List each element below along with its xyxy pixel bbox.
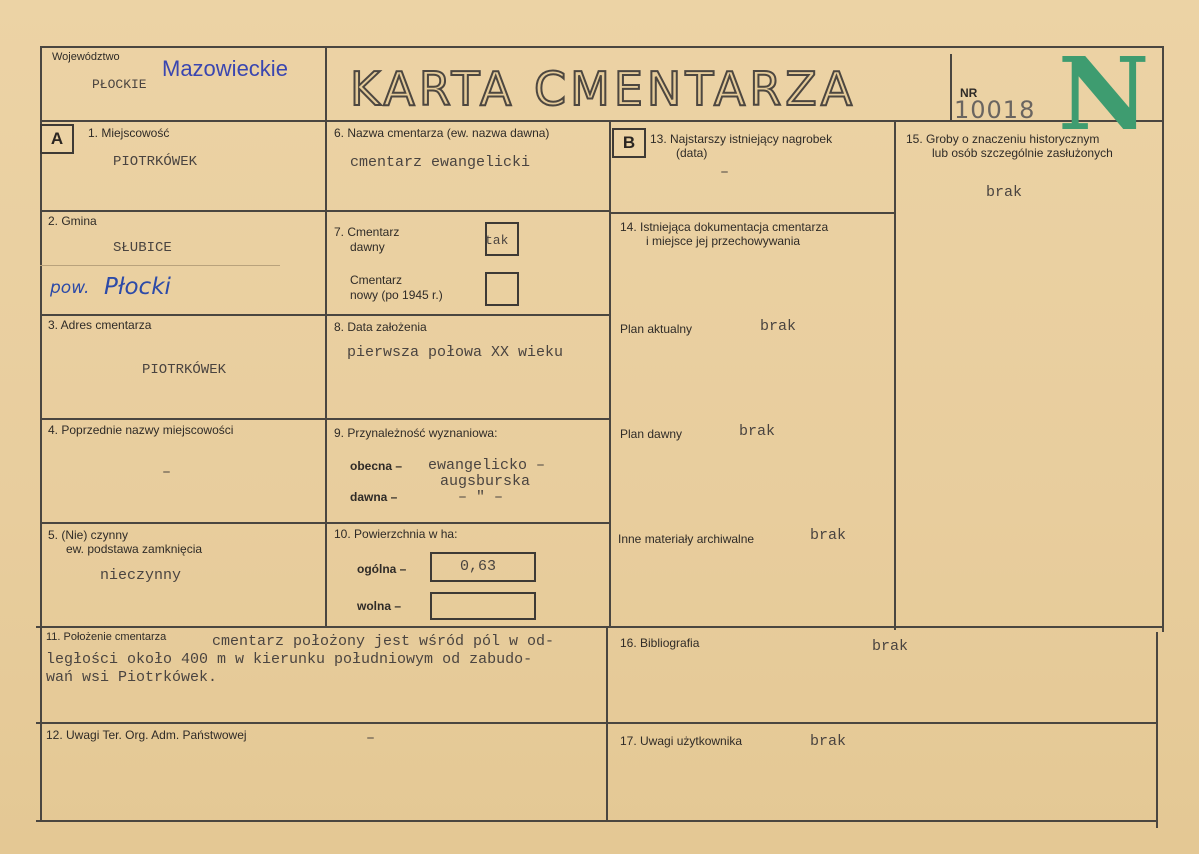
field-16-label: 16. Bibliografia	[620, 636, 700, 650]
rule	[40, 265, 280, 266]
rule	[610, 212, 896, 214]
wojewodztwo-stamp: Mazowieckie	[162, 56, 288, 81]
rule	[40, 418, 611, 420]
field-11-label: 11. Położenie cmentarza	[46, 631, 167, 643]
field-15-label-2: lub osób szczególnie zasłużonych	[932, 146, 1113, 160]
field-16-value: brak	[872, 638, 909, 655]
field-10-wolna-box	[430, 592, 536, 620]
field-3-value: PIOTRKÓWEK	[142, 362, 227, 378]
field-6-label: 6. Nazwa cmentarza (ew. nazwa dawna)	[334, 126, 550, 140]
field-10-wolna-label: wolna –	[357, 599, 402, 613]
rule	[950, 54, 952, 122]
inne-materialy-label: Inne materiały archiwalne	[618, 532, 755, 546]
wojewodztwo-label: Województwo	[52, 51, 120, 63]
field-5-label-1: 5. (Nie) czynny	[48, 528, 129, 542]
field-5-value: nieczynny	[100, 567, 182, 584]
field-10-ogolna-value: 0,63	[460, 558, 497, 575]
field-2-pow-label: pow.	[50, 278, 90, 298]
rule	[609, 120, 611, 628]
card-title: KARTA CMENTARZA	[350, 62, 857, 116]
field-11-line-3: wań wsi Piotrkówek.	[46, 669, 218, 686]
nr-value: 10018	[954, 96, 1036, 124]
plan-dawny-value: brak	[739, 423, 776, 440]
rule	[36, 722, 1158, 724]
rule	[606, 628, 608, 822]
field-2-value: SŁUBICE	[113, 240, 172, 256]
field-9-dawna-label: dawna –	[350, 490, 398, 504]
field-15-value: brak	[986, 184, 1023, 201]
rule	[1162, 46, 1164, 632]
field-13-label-1: 13. Najstarszy istniejący nagrobek	[650, 132, 833, 146]
plan-aktualny-label: Plan aktualny	[620, 322, 693, 336]
rule	[40, 210, 611, 212]
rule	[40, 314, 611, 316]
rule	[40, 46, 42, 822]
field-7-dawny-value: tak	[485, 233, 509, 248]
field-14-label-2: i miejsce jej przechowywania	[646, 234, 801, 248]
field-17-label: 17. Uwagi użytkownika	[620, 734, 743, 748]
field-13-value: –	[720, 164, 730, 181]
section-b-tag: B	[612, 128, 646, 158]
field-7-nowy-label-2: nowy (po 1945 r.)	[350, 288, 443, 302]
rule	[894, 120, 896, 630]
field-4-value: –	[162, 464, 172, 481]
inne-materialy-value: brak	[810, 527, 847, 544]
field-3-label: 3. Adres cmentarza	[48, 318, 152, 332]
field-7-dawny-label-1: 7. Cmentarz	[334, 225, 400, 239]
field-17-value: brak	[810, 733, 847, 750]
field-12-label: 12. Uwagi Ter. Org. Adm. Państwowej	[46, 728, 247, 742]
field-14-label-1: 14. Istniejąca dokumentacja cmentarza	[620, 220, 829, 234]
field-15-label-1: 15. Groby o znaczeniu historycznym	[906, 132, 1100, 146]
field-10-ogolna-label: ogólna –	[357, 562, 407, 576]
field-9-dawna-value: – " –	[458, 489, 504, 506]
field-11-line-2: ległości około 400 m w kierunku południowym od zabudo-	[46, 651, 533, 668]
section-a-tag: A	[40, 124, 74, 154]
field-9-label: 9. Przynależność wyznaniowa:	[334, 426, 498, 440]
field-1-value: PIOTRKÓWEK	[113, 154, 198, 170]
plan-dawny-label: Plan dawny	[620, 427, 683, 441]
field-9-obecna-value-2: augsburska	[440, 473, 531, 490]
field-13-label-2: (data)	[676, 146, 708, 160]
field-12-value: –	[366, 730, 376, 747]
field-4-label: 4. Poprzednie nazwy miejscowości	[48, 423, 234, 437]
field-7-dawny-label-2: dawny	[350, 240, 385, 254]
field-10-label: 10. Powierzchnia w ha:	[334, 527, 458, 541]
rule	[40, 46, 1164, 48]
field-9-obecna-label: obecna –	[350, 459, 403, 473]
field-8-value: pierwsza połowa XX wieku	[347, 344, 564, 361]
field-2-label: 2. Gmina	[48, 214, 97, 228]
field-10-ogolna-box	[430, 552, 536, 582]
field-2-pow-value: Płocki	[104, 274, 171, 300]
nr-label: NR	[960, 86, 978, 100]
rule	[40, 522, 611, 524]
rule	[36, 820, 1158, 822]
category-letter: N	[1058, 35, 1150, 153]
rule	[325, 120, 327, 628]
field-11-line-1: cmentarz położony jest wśród pól w od-	[212, 633, 555, 650]
field-9-obecna-value-1: ewangelicko –	[428, 457, 546, 474]
field-1-label: 1. Miejscowość	[88, 126, 170, 140]
field-7-nowy-box	[485, 272, 519, 306]
rule	[1156, 632, 1158, 828]
field-6-value: cmentarz ewangelicki	[350, 154, 531, 171]
plan-aktualny-value: brak	[760, 318, 797, 335]
rule	[36, 626, 1162, 628]
wojewodztwo-typed: PŁOCKIE	[92, 77, 147, 92]
field-7-nowy-label-1: Cmentarz	[350, 273, 403, 287]
field-7-dawny-box	[485, 222, 519, 256]
rule	[325, 46, 327, 122]
field-5-label-2: ew. podstawa zamknięcia	[66, 542, 203, 556]
field-8-label: 8. Data założenia	[334, 320, 427, 334]
